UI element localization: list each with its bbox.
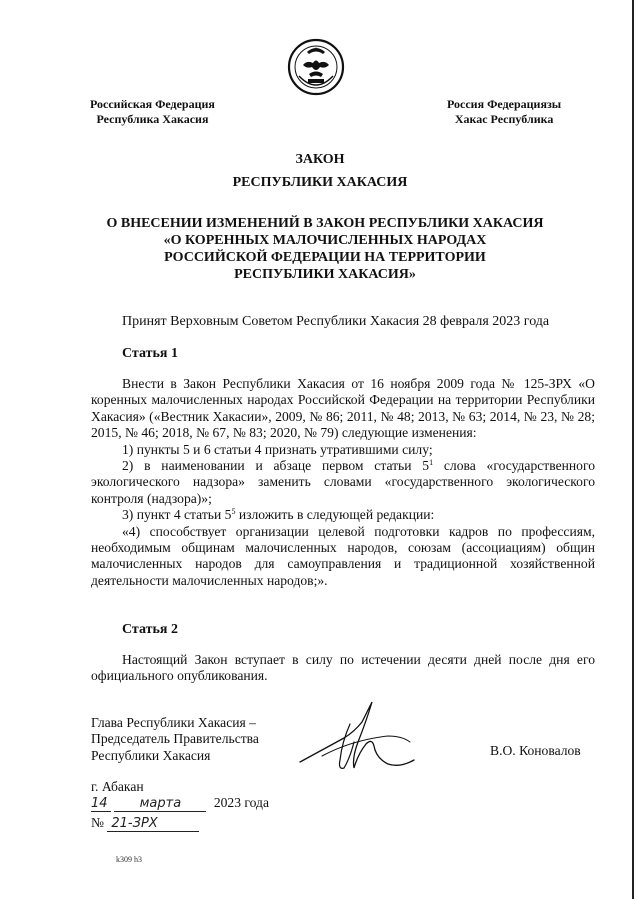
signatory-title-line2: Председатель Правительства (91, 731, 259, 747)
law-subject (95, 215, 555, 283)
item2-text-b: слова «государственного экологического надзора» заменить словами «государственного экологического контроля (надзора)»; (91, 458, 595, 506)
item3-superscript: 5 (231, 507, 236, 517)
signatory-name: В.О. Коновалов (490, 743, 581, 758)
item3-text-a: 3) пункт 4 статьи 5 (122, 507, 232, 523)
article1-body (91, 376, 595, 589)
document-issuer: РЕСПУБЛИКИ ХАКАСИЯ (232, 175, 408, 190)
document-type: ЗАКОН (295, 152, 345, 167)
header-left-line2: Республика Хакасия (96, 112, 209, 126)
document-code: k309 h3 (116, 855, 142, 864)
article1-item3-text: «4) способствует организации целевой подготовки кадров по профессиям, необходимым общинам малочисленных народов, союзам (ассоциациям) общин малочисленных народов для самоуправления и традиционной хозяйственной деятельности малочисленных народов;». (91, 523, 595, 588)
adoption-note: Принят Верховным Советом Республики Хакасия 28 февраля 2023 года (122, 314, 550, 329)
signatory-title-line1: Глава Республики Хакасия – (91, 715, 256, 730)
item2-text-a: 2) в наименовании и абзаце первом статьи 5 (122, 458, 430, 474)
signing-place: г. Абакан (91, 779, 144, 794)
date-year: 2023 года (213, 795, 269, 810)
item3-text-b: изложить в следующей редакции: (235, 507, 435, 523)
article1-item1: 1) пункты 5 и 6 статьи 4 признать утратившими силу; (122, 441, 433, 457)
signatory-title-line3: Республики Хакасия (91, 747, 211, 763)
date-day: 14 (91, 796, 111, 812)
article1-intro: Внести в Закон Республики Хакасия от 16 ноября 2009 года № 125-ЗРХ «О коренных малочисленных народах Российской Федерации на территории Республики Хакасия» («Вестник Хакасии», 2009, № 86; 2011, № 48; 2013, № 63; 2014, № 23, № 28; 2015, № 46; 2018, № 67, № 83; 2020, № 79) следующие изменения: (91, 376, 595, 441)
item2-superscript: 1 (429, 458, 434, 468)
scan-edge (632, 0, 634, 899)
number-value: 21-ЗРХ (107, 816, 199, 832)
header-right-line1: Россия Федерациязы (447, 97, 562, 111)
signing-date (91, 795, 269, 812)
subject-line2: «О КОРЕННЫХ МАЛОЧИСЛЕННЫХ НАРОДАХ (163, 233, 487, 248)
law-number (91, 815, 199, 832)
subject-line4: РЕСПУБЛИКИ ХАКАСИЯ» (234, 267, 416, 282)
article2-text: Настоящий Закон вступает в силу по истечении десяти дней после дня его официального опубликования. (91, 652, 595, 684)
article1-item3 (91, 507, 595, 523)
header-right (447, 97, 561, 127)
article2-heading: Статья 2 (122, 622, 178, 637)
number-prefix: № (91, 815, 104, 830)
article1-heading: Статья 1 (122, 346, 178, 361)
header-left (90, 97, 215, 127)
header-right-line2: Хакас Республика (454, 112, 554, 126)
signatory-title (91, 715, 259, 764)
subject-line3: РОССИЙСКОЙ ФЕДЕРАЦИИ НА ТЕРРИТОРИИ (164, 250, 486, 265)
subject-line1: О ВНЕСЕНИИ ИЗМЕНЕНИЙ В ЗАКОН РЕСПУБЛИКИ ХАКАСИЯ (106, 216, 544, 231)
header-left-line1: Российская Федерация (90, 97, 215, 111)
coat-of-arms-icon (287, 38, 345, 96)
article1-item2 (91, 458, 595, 507)
handwritten-signature (292, 698, 422, 782)
date-month: марта (114, 796, 206, 812)
article2-body (91, 652, 595, 685)
